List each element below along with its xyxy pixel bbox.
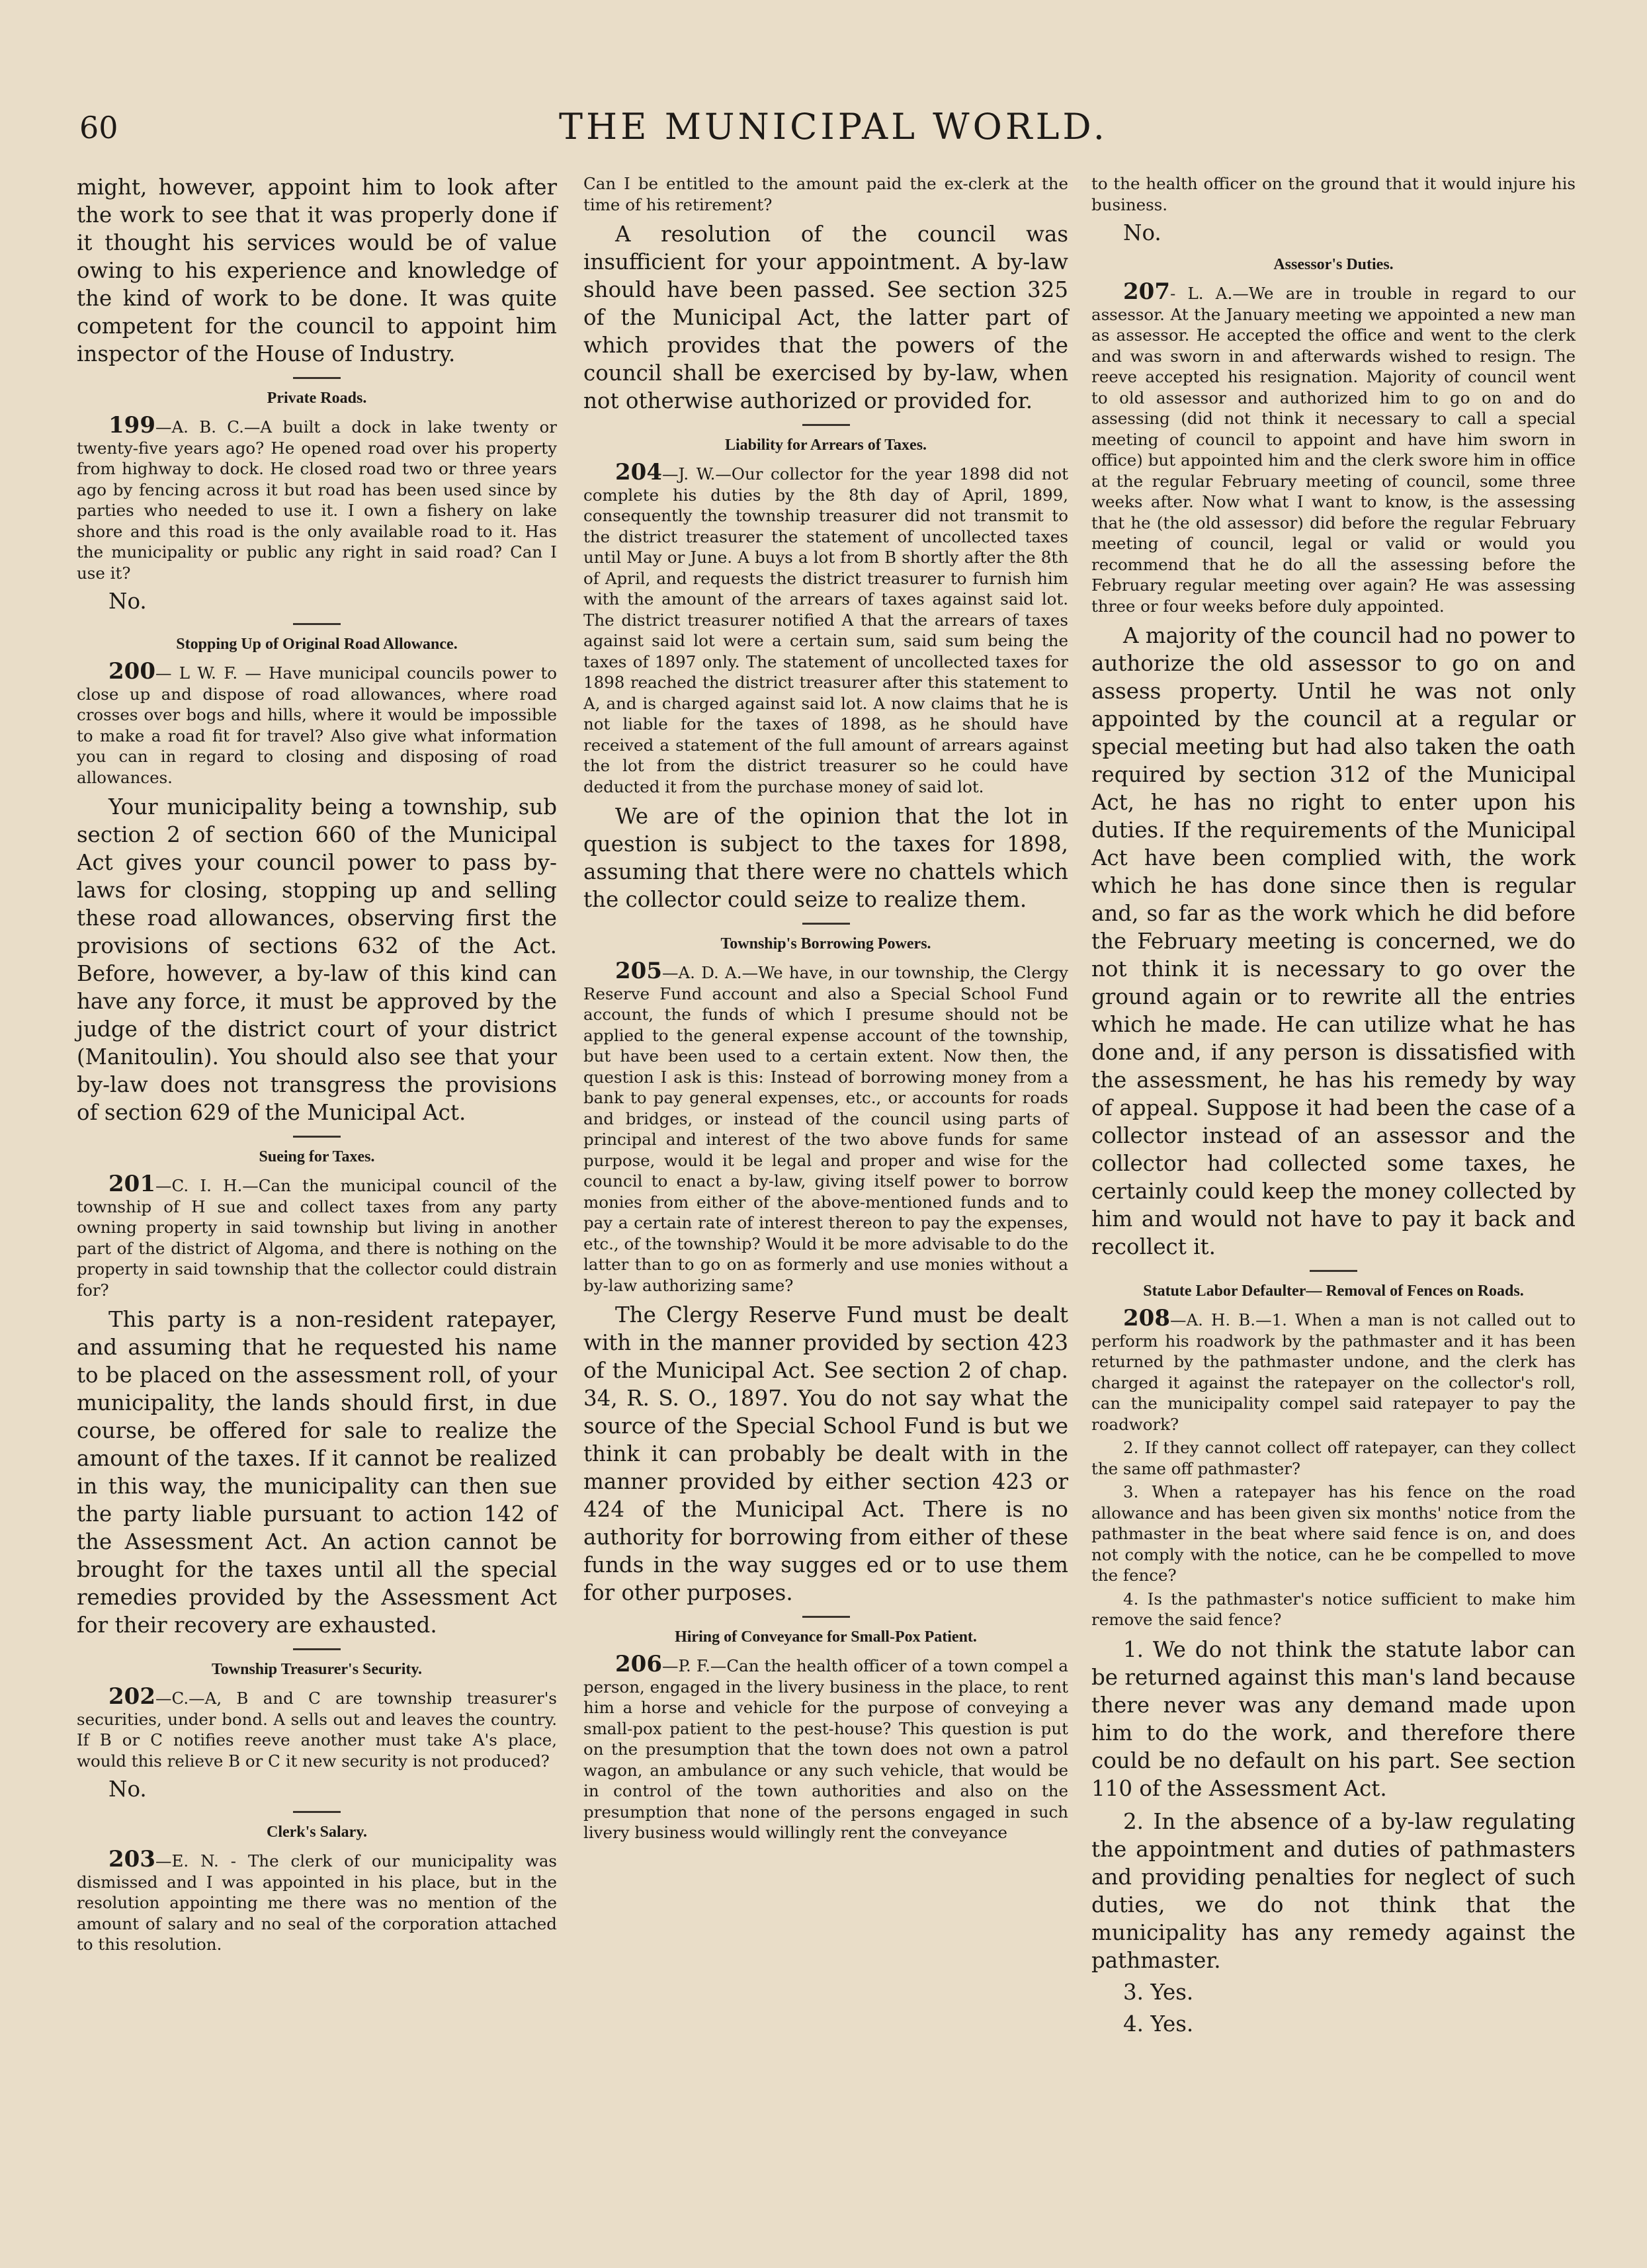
column-2 [583, 173, 1068, 1849]
question-number: 199 [108, 412, 155, 439]
answer-203: A resolution of the council was insufficient for your appointment. A by-law should have been passed. See section 325 of the Municipal Act, the latter part of which provides that the powers of the council shall be exercised by by-law, when not otherwise authorized or provided for. [583, 222, 1068, 413]
question-text: —A. H. B.—1. When a man is not called out to perform his roadwork by the pathmaster and it has been returned by the pathmaster undone, and the clerk has charged it against the ratepayer on the collector's roll, can the municipality compel said ratepayer to pay the roadwork? [1091, 1310, 1576, 1434]
section-divider [802, 923, 850, 925]
answer-198-continued: might, however, appoint him to look after the work to see that it was properly done if it thought his services would be of value owing to his experience and knowledge of the kind of work to be done. It was quite competent for the council to appoint him inspector of the House of Industry. [77, 175, 557, 366]
answer-206: No. [1123, 220, 1161, 245]
heading-assessors-duties: Assessor's Duties. [1273, 256, 1394, 273]
heading-statute-labor: Statute Labor Defaulter— Removal of Fences on Roads. [1143, 1282, 1524, 1300]
question-text: - L. A.—We are in trouble in regard to our assessor. At the January meeting we appointed a new man as assessor. He accepted the office and went to the clerk and was sworn in and afterwards wished to resign. The reeve accepted his resignation. Majority of council went to old assessor and authorized him to go on and do assessing (did not think it necessary to call a special meeting of council to appoint and have him sworn in office) but appointed him and the clerk swore him in office at the regular February meeting of council, some three weeks after. Now what I want to know, is the assessing that he (the old assessor) did before the regular February meeting of council, legal or valid or would you recommend that he do all the assessing before the February regular meeting over again? He was assessing three or four weeks before duly appointed. [1091, 284, 1576, 616]
question-203-continued: Can I be entitled to the amount paid the ex-clerk at the time of his retirement? [583, 174, 1068, 214]
section-divider [293, 623, 341, 625]
answer-208-part-1: 1. We do not think the statute labor can be returned against this man's land because there never was any demand made upon him to do the work, and therefore there could be no default on his part. See section 110 of the Assessment Act. [1091, 1636, 1576, 1801]
answer-202: No. [108, 1777, 147, 1802]
question-206 [583, 1651, 1068, 1843]
question-206-continued: to the health officer on the ground that it would injure his business. [1091, 174, 1576, 214]
question-202 [77, 1683, 557, 1771]
section-divider [293, 1136, 341, 1138]
section-divider [293, 1811, 341, 1813]
section-divider [1310, 1270, 1357, 1272]
publication-title: THE MUNICIPAL WORLD. [559, 106, 1108, 147]
question-200 [77, 658, 557, 788]
page-header [79, 106, 1587, 159]
heading-sueing-for-taxes: Sueing for Taxes. [259, 1148, 375, 1165]
heading-arrears-of-taxes: Liability for Arrears of Taxes. [724, 437, 927, 454]
question-201 [77, 1171, 557, 1300]
heading-clerks-salary: Clerk's Salary. [266, 1824, 367, 1841]
question-number: 201 [108, 1171, 155, 1197]
question-number: 208 [1123, 1305, 1170, 1331]
question-text: —A. D. A.—We have, in our township, the Clergy Reserve Fund account and also a Special School Fund account, the funds of which I presume should not be applied to the general expense account of the township, but have been used to a certain extent. Now then, the question I ask is this: Instead of borrowing money from a bank to pay general expenses, etc., or accounts for roads and bridges, or instead of the council using parts of principal and interest of the two above funds for same purpose, would it be legal and proper and wise for the council to enact a by-law, giving itself power to borrow monies from either of the above-mentioned funds and to pay a certain rate of interest thereon to pay the expenses, etc., of the township? Would it be more advisable to do the latter than to go on as formerly and use monies without a by-law authorizing same? [583, 963, 1068, 1295]
answer-200: Your municipality being a township, sub section 2 of section 660 of the Municipal Act gives your council power to pass by-laws for closing, stopping up and selling these road allowances, observing first the provisions of sections 632 of the Act. Before, however, a by-law of this kind can have any force, it must be approved by the judge of the district court of your district (Manitoulin). You should also see that your by-law does not transgress the provisions of section 629 of the Municipal Act. [77, 794, 557, 1125]
question-text: —C.—A, B and C are township treasurer's securities, under bond. A sells out and leaves the country. If B or C notifies reeve another must take A's place, would this relieve B or C it new security is not produced? [77, 1689, 557, 1771]
section-divider [802, 424, 850, 426]
answer-207: A majority of the council had no power to authorize the old assessor to go on and assess property. Until he was not only appointed by the council at a regular or special meeting but had also taken the oath required by section 312 of the Municipal Act, he has no right to enter upon his duties. If the requirements of the Municipal Act have been complied with, the work which he has done since then is regular and, so far as the work which he did before the February meeting is concerned, we do not think it is necessary to go over the ground again or to rewrite all the entries which he made. He can utilize what he has done and, if any person is dissatisfied with the assessment, he has his remedy by way of appeal. Suppose it had been the case of a collector instead of an assessor and the collector had collected some taxes, he certainly could keep the money collected by him and would not have to pay it back and recollect it. [1091, 623, 1576, 1259]
heading-road-allowance: Stopping Up of Original Road Allowance. [176, 636, 458, 653]
column-1 [77, 173, 557, 1960]
answer-208-part-4: 4. Yes. [1123, 2011, 1194, 2037]
question-208-part-3: 3. When a ratepayer has his fence on the road allowance and has been given six months' notice from the pathmaster in the beat where said fence is on, and does not comply with the notice, can he be compelled to move the fence? [1091, 1482, 1576, 1585]
question-number: 203 [108, 1846, 155, 1872]
question-207 [1091, 278, 1576, 616]
question-text: —J. W.—Our collector for the year 1898 did not complete his duties by the 8th day of April, 1899, consequently the township treasurer did not transmit to the district treasurer the statement of uncollected taxes until May or June. A buys a lot from B shortly after the 8th of April, and requests the district treasurer to furnish him with the amount of the arrears of taxes against said lot. The district treasurer notified A that the arrears of taxes against said lot were a certain sum, said sum being the taxes of 1897 only. The statement of uncollected taxes for 1898 reached the district treasurer after this statement to A, and is charged against said lot. A now claims that he is not liable for the taxes of 1898, as he should have received a statement of the full amount of arrears against the lot from the district treasurer so he could have deducted it from the purchase money of said lot. [583, 464, 1068, 796]
answer-204: We are of the opinion that the lot in question is subject to the taxes for 1898, assuming that there were no chattels which the collector could seize to realize them. [583, 804, 1068, 912]
question-text: —E. N. - The clerk of our municipality was dismissed and I was appointed in his place, but in the resolution appointing me there was no mention of the amount of salary and no seal of the corporation attached to this resolution. [77, 1851, 557, 1954]
question-text: —P. F.—Can the health officer of a town compel a person, engaged in the livery business in the place, to rent him a horse and vehicle for the purpose of conveying a small-pox patient to the pest-house? This question is put on the presumption that the town does not own a patrol wagon, an ambulance or any such vehicle, that would be in control of the town authorities and also on the presumption that none of the persons engaged in such livery business would willingly rent the conveyance [583, 1656, 1068, 1842]
question-203 [77, 1846, 557, 1955]
section-divider [802, 1616, 850, 1618]
section-divider [293, 1648, 341, 1650]
answer-208-part-3: 3. Yes. [1123, 1979, 1194, 2005]
page-number: 60 [79, 110, 118, 146]
question-number: 202 [108, 1683, 155, 1710]
question-number: 207 [1123, 278, 1170, 305]
answer-201: This party is a non-resident ratepayer, and assuming that he requested his name to be placed on the assessment roll, of your municipality, the lands should first, in due course, be offered for sale to realize the amount of the taxes. If it cannot be realized in this way, the municipality can then sue the party liable pursuant to action 142 of the Assessment Act. An action cannot be brought for the taxes until all the special remedies provided by the Assessment Act for their recovery are exhausted. [77, 1307, 557, 1638]
question-text: —A. B. C.—A built a dock in lake twenty or twenty-five years ago? He opened road over his property from highway to dock. He closed road two or three years ago by fencing across it but road has been used since by parties who needed to use it. I own a fishery on lake shore and this road is the only available road to it. Has the municipality or public any right in said road? Can I use it? [77, 417, 557, 583]
question-text: —C. I. H.—Can the municipal council of the township of H sue and collect taxes from any party owning property in said township but living in another part of the district of Algoma, and there is nothing on the property in said township that the collector could distrain for? [77, 1176, 557, 1300]
question-number: 200 [108, 658, 155, 685]
question-205 [583, 958, 1068, 1296]
answer-208-part-2: 2. In the absence of a by-law regulating the appointment and duties of pathmasters and providing penalties for neglect of such duties, we do not think that the municipality has any remedy against the pathmaster. [1091, 1808, 1576, 1973]
section-divider [293, 377, 341, 379]
question-208-part-2: 2. If they cannot collect off ratepayer, can they collect the same off pathmaster? [1091, 1438, 1576, 1478]
question-208-part-4: 4. Is the pathmaster's notice sufficient to make him remove the said fence? [1091, 1589, 1576, 1629]
heading-small-pox-conveyance: Hiring of Conveyance for Small-Pox Patient. [675, 1628, 977, 1646]
question-204 [583, 459, 1068, 797]
question-text: — L W. F. — Have municipal councils power to close up and dispose of road allowances, where road crosses over bogs and hills, where it would be impossible to make a road fit for travel? Also give what information you can in regard to closing and disposing of road allowances. [77, 663, 557, 787]
question-208-part-1 [1091, 1305, 1576, 1435]
column-3 [1091, 173, 1576, 2043]
heading-private-roads: Private Roads. [267, 390, 367, 407]
question-199 [77, 412, 557, 583]
question-number: 205 [615, 958, 662, 984]
question-number: 206 [615, 1651, 662, 1677]
heading-borrowing-powers: Township's Borrowing Powers. [720, 935, 931, 952]
heading-treasurer-security: Township Treasurer's Security. [211, 1661, 423, 1678]
answer-199: No. [108, 589, 147, 614]
answer-205: The Clergy Reserve Fund must be dealt with in the manner provided by section 423 of the Municipal Act. See section 2 of chap. 34, R. S. O., 1897. You do not say what the source of the Special School Fund is but we think it can probably be dealt with in the manner provided by either section 423 or 424 of the Municipal Act. There is no authority for borrowing from either of these funds in the way sugges ed or to use them for other purposes. [583, 1302, 1068, 1605]
question-number: 204 [615, 459, 662, 485]
